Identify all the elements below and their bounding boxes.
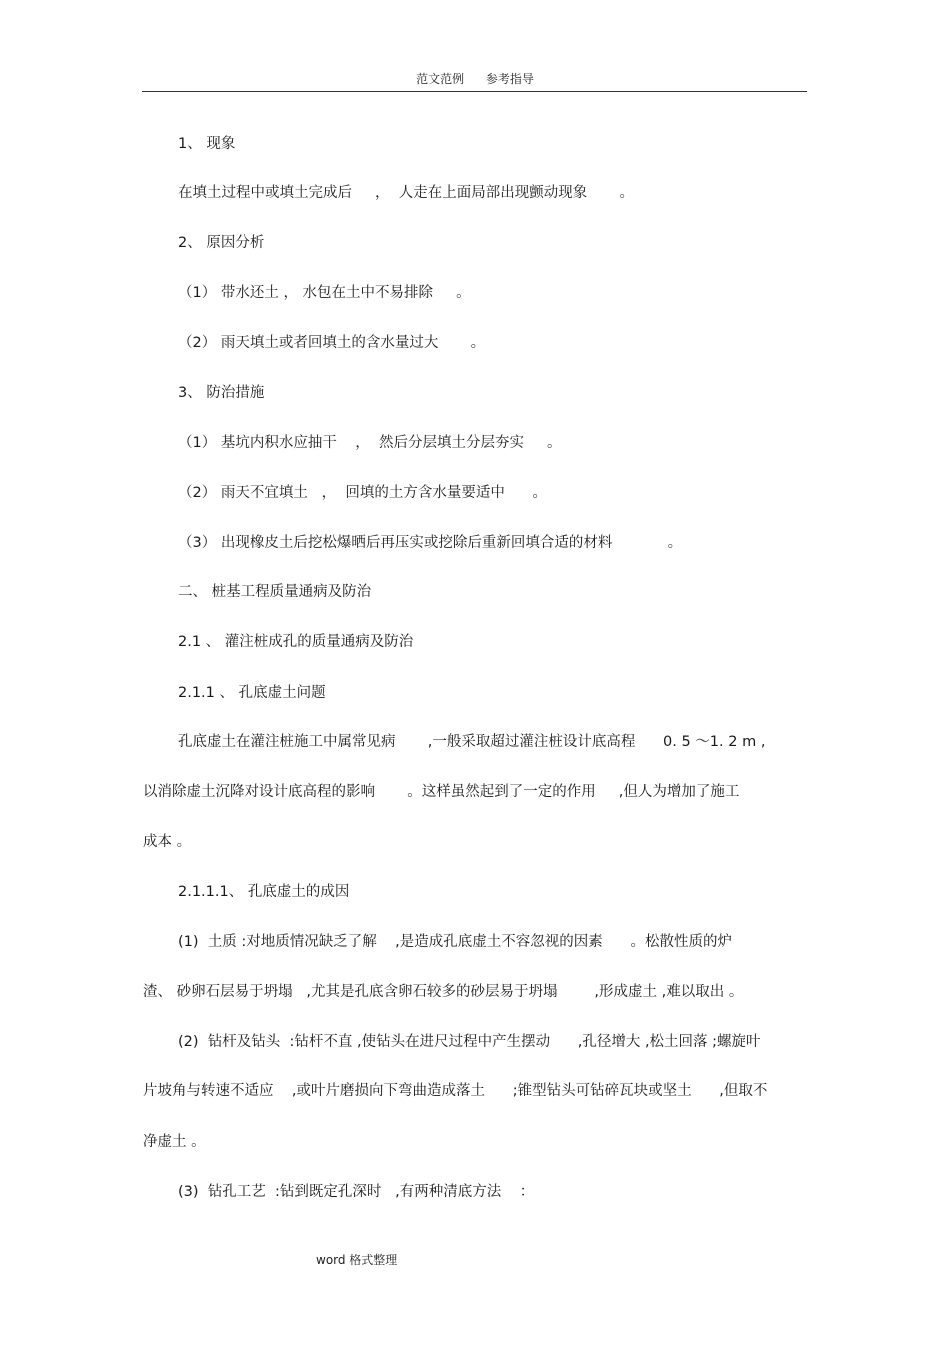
paragraph-line: 渣、 砂卵石层易于坍塌 ,尤其是孔底含卵石较多的砂层易于坍塌 ,形成虚土 ,难以取出 。 — [143, 984, 744, 1000]
section-heading: 3、 防治措施 — [178, 385, 265, 401]
paragraph-line: (1) 土质 :对地质情况缺乏了解 ,是造成孔底虚土不容忽视的因素 。松散性质的炉 — [178, 934, 732, 950]
subsection-heading: 2.1 、 灌注桩成孔的质量通病及防治 — [178, 634, 414, 650]
list-item: （2） 雨天填土或者回填土的含水量过大 。 — [178, 335, 486, 351]
section-heading: 2、 原因分析 — [178, 235, 265, 251]
page-header — [0, 70, 950, 87]
paragraph-line: 以消除虚土沉降对设计底高程的影响 。这样虽然起到了一定的作用 ,但人为增加了施工 — [143, 784, 740, 800]
subsection-heading: 2.1.1 、 孔底虚土问题 — [178, 685, 326, 701]
paragraph-line: (3) 钻孔工艺 :钻到既定孔深时 ,有两种清底方法 ： — [178, 1184, 535, 1200]
list-item: （2） 雨天不宜填土 ， 回填的土方含水量要适中 。 — [178, 485, 548, 501]
section-heading: 1、 现象 — [178, 136, 236, 152]
subsection-heading: 2.1.1.1、 孔底虚土的成因 — [178, 884, 350, 900]
paragraph-line: 片坡角与转速不适应 ,或叶片磨损向下弯曲造成落土 ;锥型钻头可钻碎瓦块或坚土 ,但取不 — [143, 1083, 768, 1099]
list-item: （1） 基坑内积水应抽干 ， 然后分层填土分层夯实 。 — [178, 435, 562, 451]
paragraph-line: 净虚土 。 — [143, 1134, 206, 1150]
list-item: （3） 出现橡皮土后挖松爆晒后再压实或挖除后重新回填合适的材料 。 — [178, 535, 683, 551]
list-item: （1） 带水还土 ， 水包在土中不易排除 。 — [178, 285, 471, 301]
chapter-heading: 二、 桩基工程质量通病及防治 — [178, 584, 372, 600]
paragraph-line: 成本 。 — [143, 834, 192, 850]
paragraph-line: 在填土过程中或填土完成后 ， 人走在上面局部出现颤动现象 。 — [178, 185, 635, 201]
header-divider — [142, 91, 807, 92]
paragraph-line: (2) 钻杆及钻头 :钻杆不直 ,使钻头在进尺过程中产生摆动 ,孔径增大 ,松土回落 ;螺旋叶 — [178, 1034, 761, 1050]
paragraph-line: 孔底虚土在灌注桩施工中属常见病 ,一般采取超过灌注桩设计底高程 0. 5 ～1. 2 m , — [178, 734, 766, 750]
page-footer: word 格式整理 — [316, 1253, 398, 1267]
header-right-text: 参考指导 — [485, 72, 534, 86]
header-left-text: 范文范例 — [416, 72, 465, 86]
